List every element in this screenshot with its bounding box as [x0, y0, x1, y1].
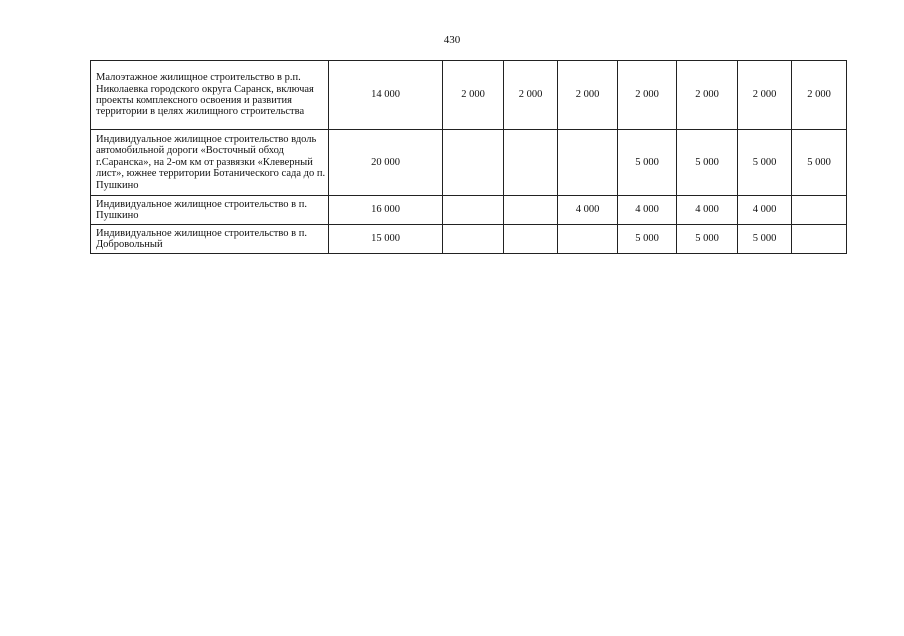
row-value: 5 000 — [618, 130, 677, 196]
row-value: 5 000 — [738, 130, 792, 196]
row-value: 4 000 — [677, 196, 738, 225]
row-value: 2 000 — [677, 61, 738, 130]
row-value — [504, 196, 558, 225]
row-value — [504, 130, 558, 196]
row-value — [443, 225, 504, 254]
row-value — [504, 225, 558, 254]
row-value: 2 000 — [618, 61, 677, 130]
row-value: 5 000 — [677, 225, 738, 254]
row-total: 20 000 — [329, 130, 443, 196]
row-total: 16 000 — [329, 196, 443, 225]
row-value: 4 000 — [618, 196, 677, 225]
row-value — [558, 225, 618, 254]
row-value — [792, 225, 847, 254]
row-value: 2 000 — [504, 61, 558, 130]
table-row — [91, 61, 847, 130]
table-row — [91, 196, 847, 225]
row-value: 2 000 — [558, 61, 618, 130]
row-value: 4 000 — [738, 196, 792, 225]
row-value: 5 000 — [792, 130, 847, 196]
row-total: 14 000 — [329, 61, 443, 130]
row-value — [443, 196, 504, 225]
row-value: 4 000 — [558, 196, 618, 225]
row-value: 5 000 — [618, 225, 677, 254]
row-value: 2 000 — [792, 61, 847, 130]
row-total: 15 000 — [329, 225, 443, 254]
row-value: 2 000 — [443, 61, 504, 130]
data-table — [90, 60, 847, 254]
row-value: 2 000 — [738, 61, 792, 130]
page-number: 430 — [443, 34, 461, 46]
table-row — [91, 225, 847, 254]
row-name: Индивидуальное жилищное строительство в п. Добровольный — [91, 225, 329, 254]
row-value: 5 000 — [738, 225, 792, 254]
row-value — [792, 196, 847, 225]
row-value — [558, 130, 618, 196]
table-row — [91, 130, 847, 196]
row-name: Малоэтажное жилищное строительство в р.п. Николаевка городского округа Саранск, включая проекты комплексного освоения и развития территории в целях жилищного строительства — [91, 61, 329, 130]
row-value — [443, 130, 504, 196]
row-name: Индивидуальное жилищное строительство в п. Пушкино — [91, 196, 329, 225]
row-name: Индивидуальное жилищное строительство вдоль автомобильной дороги «Восточный обход г.Саранска», на 2-ом км от развязки «Клеверный лист», южнее территории Ботанического сада до п. Пушкино — [91, 130, 329, 196]
row-value: 5 000 — [677, 130, 738, 196]
